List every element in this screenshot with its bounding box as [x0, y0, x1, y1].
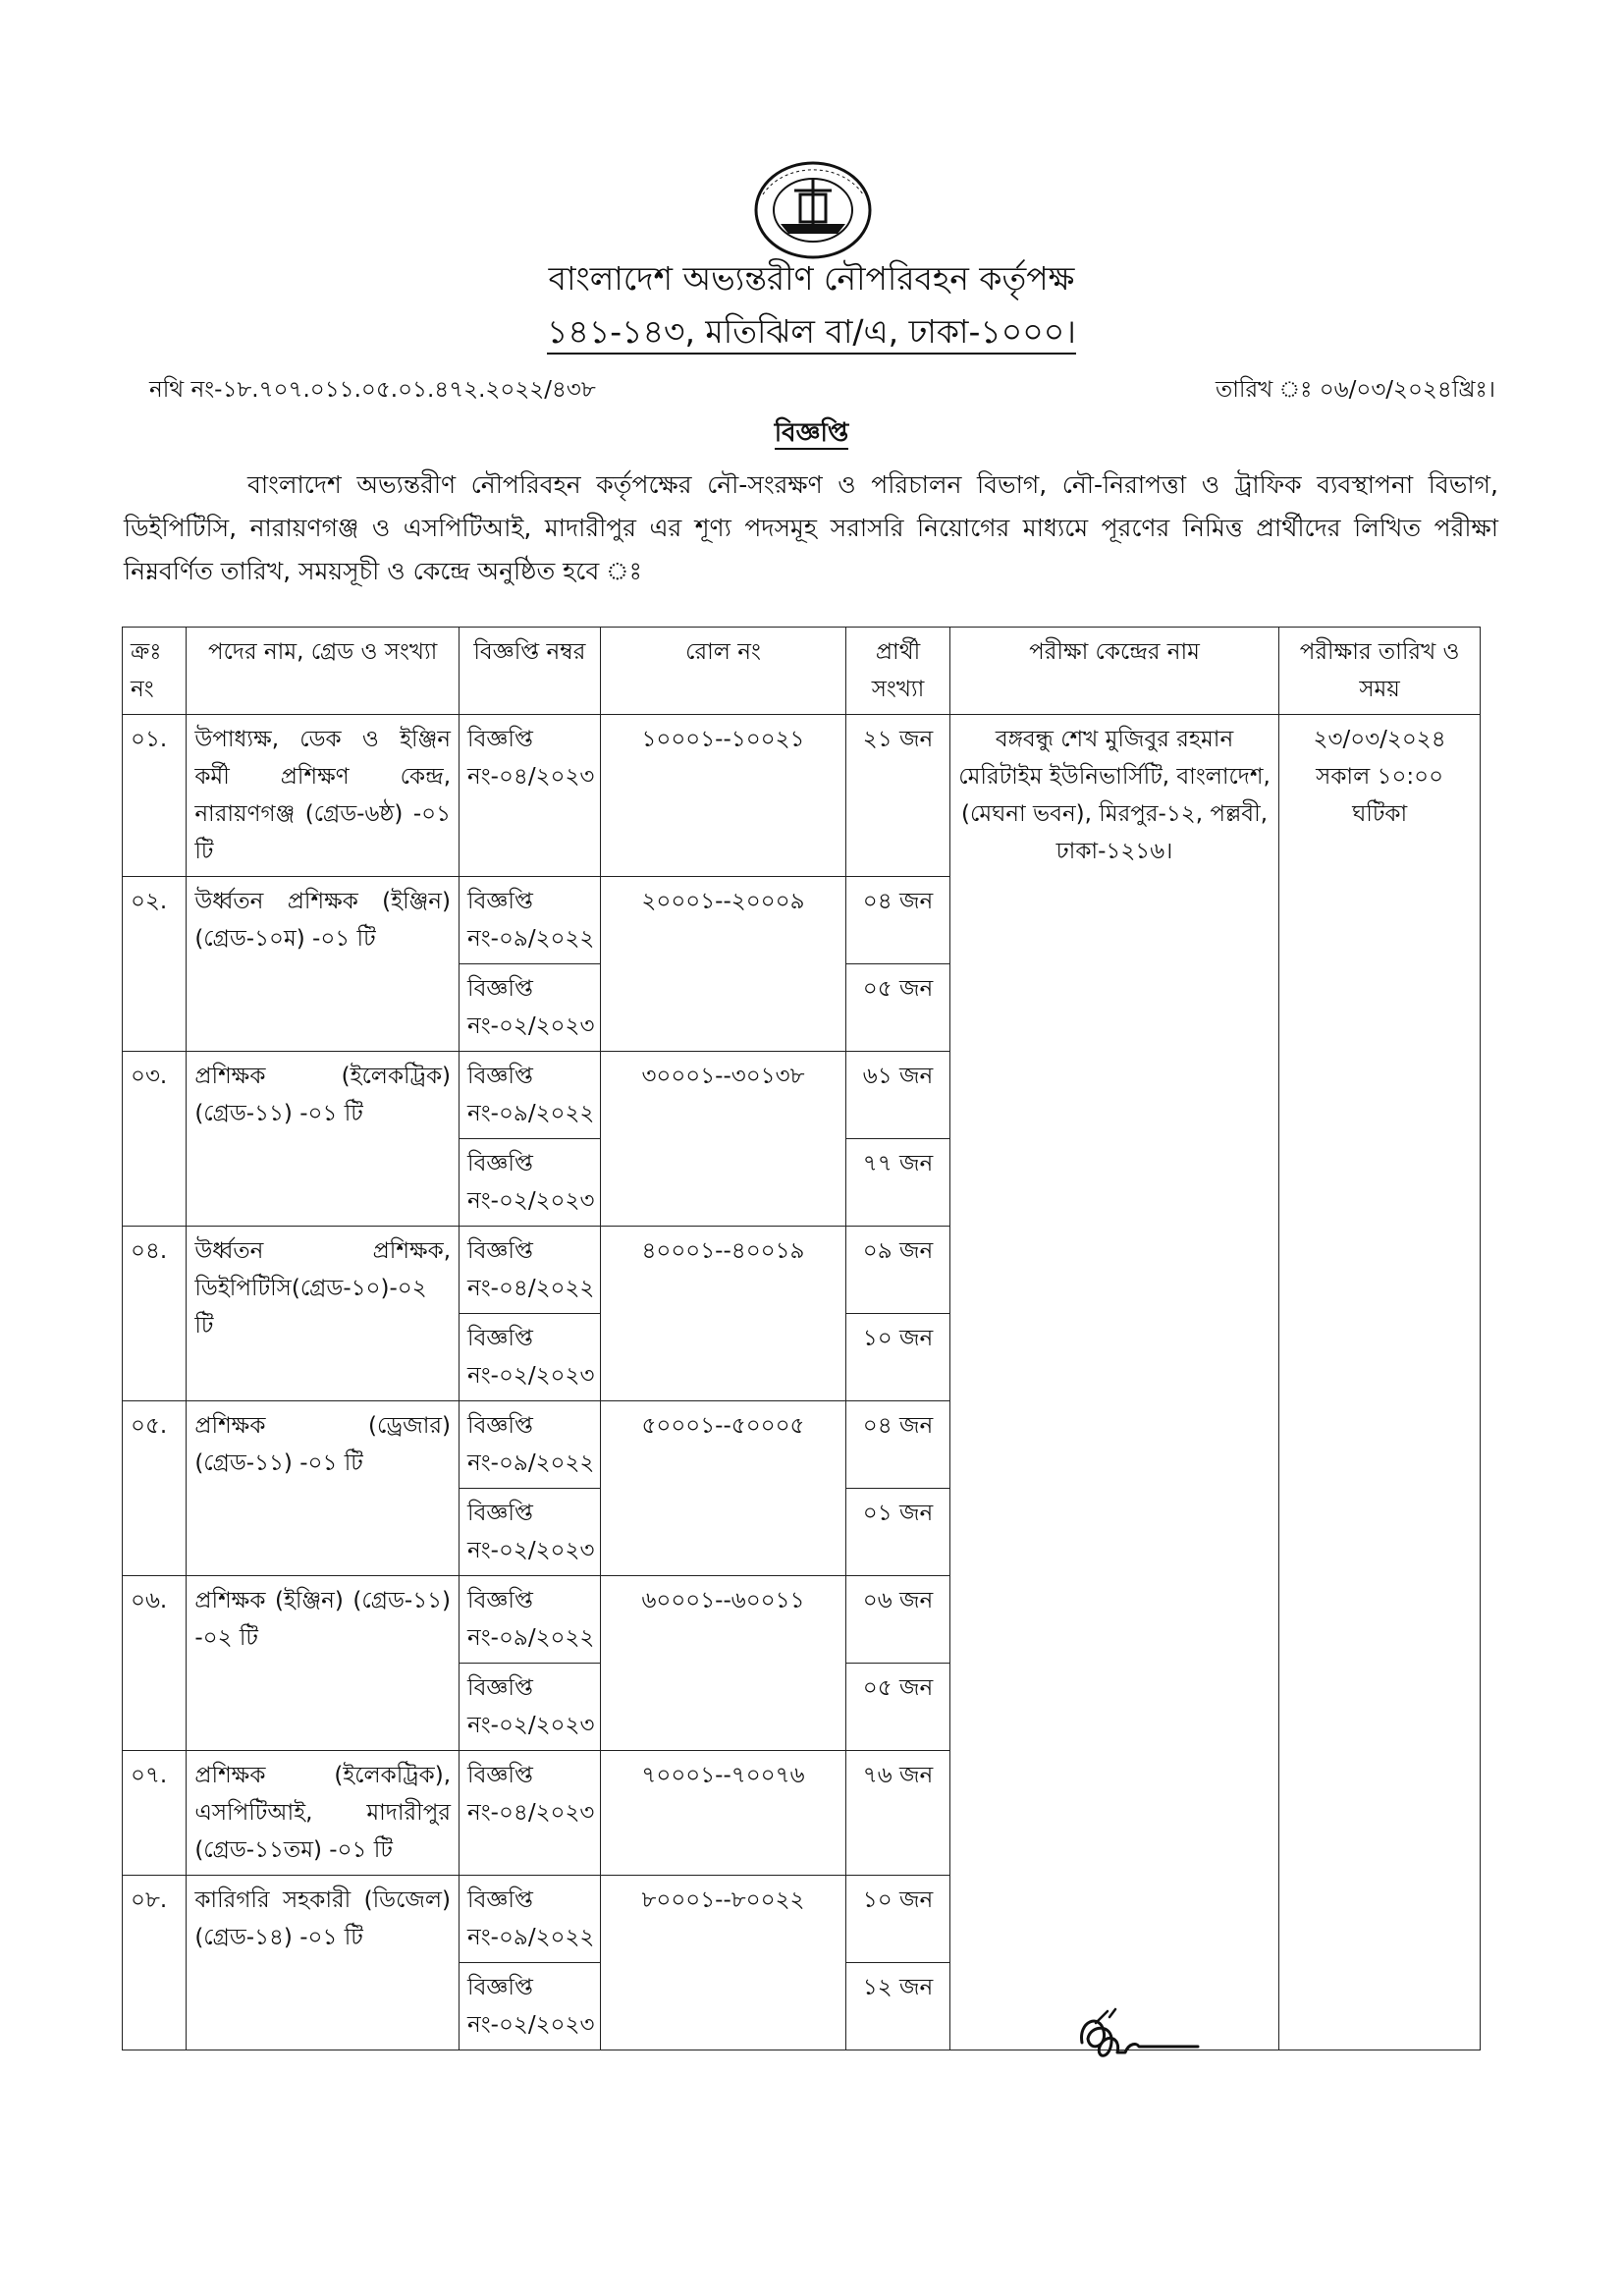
ad-number-cell: বিজ্ঞপ্তি নং-০৯/২০২২ [460, 877, 601, 964]
roll-cell: ৬০০০১--৬০০১১ [600, 1576, 845, 1751]
candidates-cell: ১০ জন [846, 1876, 950, 1963]
memo-number: নথি নং-১৮.৭০৭.০১১.০৫.০১.৪৭২.২০২২/৪৩৮ [149, 377, 596, 403]
candidates-cell: ১০ জন [846, 1314, 950, 1401]
header-serial: ক্রঃ নং [123, 628, 187, 715]
ad-number-cell: বিজ্ঞপ্তি নং-০২/২০২৩ [460, 1963, 601, 2050]
organization-seal-logo [751, 155, 875, 261]
roll-cell: ৪০০০১--৪০০১৯ [600, 1227, 845, 1401]
serial-cell: ০১. [123, 715, 187, 877]
signature-mark [1060, 2003, 1208, 2072]
candidates-cell: ০৫ জন [846, 1664, 950, 1751]
exam-date: ২৩/০৩/২০২৪ [1313, 727, 1446, 752]
ad-number-cell: বিজ্ঞপ্তি নং-০২/২০২৩ [460, 1664, 601, 1751]
candidates-cell: ৬১ জন [846, 1052, 950, 1139]
roll-cell: ৩০০০১--৩০১৩৮ [600, 1052, 845, 1227]
candidates-cell: ০৬ জন [846, 1576, 950, 1664]
candidates-cell: ৭৭ জন [846, 1139, 950, 1227]
roll-cell: ৭০০০১--৭০০৭৬ [600, 1751, 845, 1876]
ad-number-cell: বিজ্ঞপ্তি নং-০৯/২০২২ [460, 1052, 601, 1139]
organization-name: বাংলাদেশ অভ্যন্তরীণ নৌপরিবহন কর্তৃপক্ষ [548, 259, 1075, 298]
organization-address: ১৪১-১৪৩, মতিঝিল বা/এ, ঢাকা-১০০০। [0, 306, 1623, 361]
roll-cell: ১০০০১--১০০২১ [600, 715, 845, 877]
serial-cell: ০৮. [123, 1876, 187, 2050]
header-ad-number: বিজ্ঞপ্তি নম্বর [460, 628, 601, 715]
serial-cell: ০৭. [123, 1751, 187, 1876]
ad-number-cell: বিজ্ঞপ্তি নং-০৯/২০২২ [460, 1576, 601, 1664]
candidates-cell: ০৯ জন [846, 1227, 950, 1314]
serial-cell: ০৫. [123, 1401, 187, 1576]
ad-number-cell: বিজ্ঞপ্তি নং-০৯/২০২২ [460, 1876, 601, 1963]
table-row [123, 715, 1481, 877]
ad-number-cell: বিজ্ঞপ্তি নং-০৪/২০২২ [460, 1227, 601, 1314]
post-cell: উর্ধ্বতন প্রশিক্ষক, ডিইপিটিসি(গ্রেড-১০)-০২ টি [187, 1227, 460, 1401]
header-candidates: প্রার্থী সংখ্যা [846, 628, 950, 715]
candidates-cell: ০৪ জন [846, 1401, 950, 1489]
post-cell: প্রশিক্ষক (ইঞ্জিন) (গ্রেড-১১) -০২ টি [187, 1576, 460, 1751]
notice-body-text: বাংলাদেশ অভ্যন্তরীণ নৌপরিবহন কর্তৃপক্ষের নৌ-সংরক্ষণ ও পরিচালন বিভাগ, নৌ-নিরাপত্তা ও ট্রাফিক ব্যবস্থাপনা বিভাগ, ডিইপিটিসি, নারায়ণগঞ্জ ও এসপিটিআই, মাদারীপুর এর শূণ্য পদসমূহ সরাসরি নিয়োগের মাধ্যমে পূরণের নিমিত্ত প্রার্থীদের লিখিত পরীক্ষা নিম্নবর্ণিত তারিখ, সময়সূচী ও কেন্দ্রে অনুষ্ঠিত হবে ঃ [124, 470, 1498, 585]
exam-center-cell: বঙ্গবন্ধু শেখ মুজিবুর রহমান মেরিটাইম ইউনিভার্সিটি, বাংলাদেশ, (মেঘনা ভবন), মিরপুর-১২, পল্লবী, ঢাকা-১২১৬। [949, 715, 1278, 2050]
ad-number-cell: বিজ্ঞপ্তি নং-০২/২০২৩ [460, 964, 601, 1052]
post-cell: প্রশিক্ষক (ড্রেজার) (গ্রেড-১১) -০১ টি [187, 1401, 460, 1576]
serial-cell: ০৪. [123, 1227, 187, 1401]
post-cell: প্রশিক্ষক (ইলেকট্রিক) (গ্রেড-১১) -০১ টি [187, 1052, 460, 1227]
exam-time: সকাল ১০:০০ ঘটিকা [1316, 764, 1444, 827]
serial-cell: ০৩. [123, 1052, 187, 1227]
serial-cell: ০৬. [123, 1576, 187, 1751]
post-cell: উপাধ্যক্ষ, ডেক ও ইঞ্জিন কর্মী প্রশিক্ষণ কেন্দ্র, নারায়ণগঞ্জ (গ্রেড-৬ষ্ঠ) -০১ টি [187, 715, 460, 877]
candidates-cell: ৭৬ জন [846, 1751, 950, 1876]
post-cell: প্রশিক্ষক (ইলেকট্রিক), এসপিটিআই, মাদারীপুর (গ্রেড-১১তম) -০১ টি [187, 1751, 460, 1876]
notice-title: বিজ্ঞপ্তি [774, 418, 849, 448]
roll-cell: ৮০০০১--৮০০২২ [600, 1876, 845, 2050]
roll-cell: ৫০০০১--৫০০০৫ [600, 1401, 845, 1576]
serial-cell: ০২. [123, 877, 187, 1052]
candidates-cell: ২১ জন [846, 715, 950, 877]
ad-number-cell: বিজ্ঞপ্তি নং-০৪/২০২৩ [460, 1751, 601, 1876]
exam-schedule-table [122, 627, 1481, 2050]
notice-date: তারিখ ঃ ০৬/০৩/২০২৪খ্রিঃ। [1215, 377, 1495, 403]
candidates-cell: ০৫ জন [846, 964, 950, 1052]
post-cell: উর্ধ্বতন প্রশিক্ষক (ইঞ্জিন) (গ্রেড-১০ম) -০১ টি [187, 877, 460, 1052]
candidates-cell: ০১ জন [846, 1489, 950, 1576]
candidates-cell: ১২ জন [846, 1963, 950, 2050]
table-header-row [123, 628, 1481, 715]
header-exam-datetime: পরীক্ষার তারিখ ও সময় [1279, 628, 1481, 715]
ad-number-cell: বিজ্ঞপ্তি নং-০২/২০২৩ [460, 1489, 601, 1576]
ad-number-cell: বিজ্ঞপ্তি নং-০৪/২০২৩ [460, 715, 601, 877]
header-roll: রোল নং [600, 628, 845, 715]
candidates-cell: ০৪ জন [846, 877, 950, 964]
ad-number-cell: বিজ্ঞপ্তি নং-০২/২০২৩ [460, 1139, 601, 1227]
header-post: পদের নাম, গ্রেড ও সংখ্যা [187, 628, 460, 715]
ad-number-cell: বিজ্ঞপ্তি নং-০২/২০২৩ [460, 1314, 601, 1401]
header-exam-center: পরীক্ষা কেন্দ্রের নাম [949, 628, 1278, 715]
ad-number-cell: বিজ্ঞপ্তি নং-০৯/২০২২ [460, 1401, 601, 1489]
roll-cell: ২০০০১--২০০০৯ [600, 877, 845, 1052]
post-cell: কারিগরি সহকারী (ডিজেল) (গ্রেড-১৪) -০১ টি [187, 1876, 460, 2050]
exam-datetime-cell [1279, 715, 1481, 2050]
